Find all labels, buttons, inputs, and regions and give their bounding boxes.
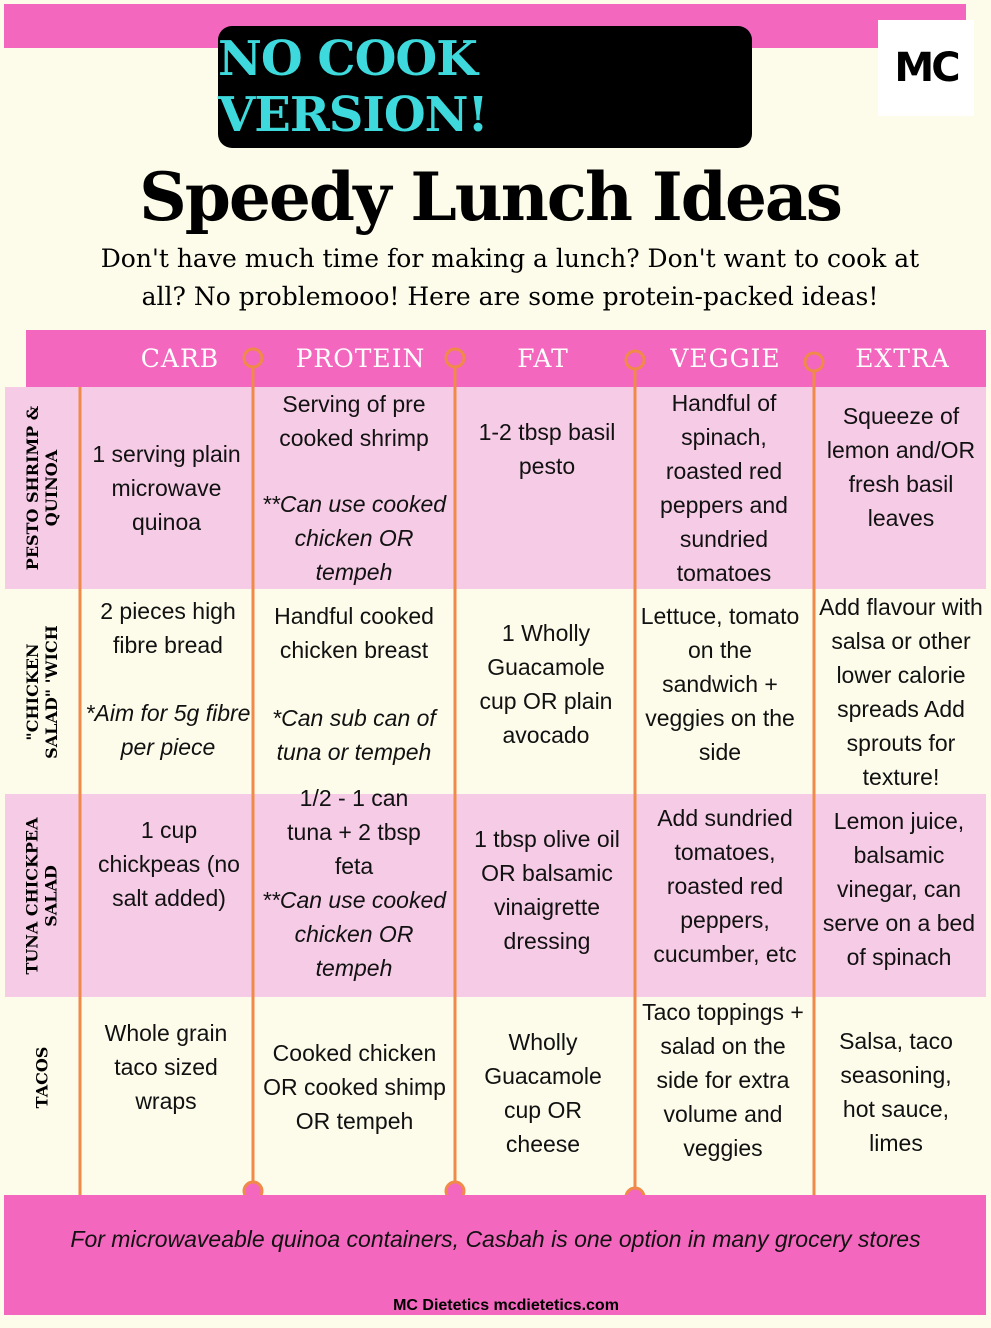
cell-fat: Wholly Guacamole cup OR cheese (484, 1029, 602, 1157)
row-label-text: PESTO SHRIMP & QUINOA (23, 405, 61, 571)
cell-carb-text: 2 pieces high fibre bread (100, 598, 236, 658)
header-carb: CARB (140, 344, 220, 373)
cell-protein (258, 387, 450, 589)
page-subtitle: Don't have much time for making a lunch? Don't want to cook at all? No problemooo! Here are some protein-packed ideas! (100, 244, 920, 311)
footer-note: For microwaveable quinoa containers, Casbah is one option in many grocery stores (70, 1226, 921, 1252)
cell-fat: 1 tbsp olive oil OR balsamic vinaigrette dressing (474, 826, 620, 954)
cell-veggie: Lettuce, tomato on the sandwich + veggies on the side (640, 603, 800, 765)
cell-veggie: Handful of spinach, roasted red peppers and sundried tomatoes (660, 390, 788, 586)
cell-fat: 1 Wholly Guacamole cup OR plain avocado (479, 620, 613, 748)
cell-carb: 1 serving plain microwave quinoa (92, 441, 241, 535)
cell-veggie: Add sundried tomatoes, roasted red peppers, cucumber, etc (653, 805, 797, 967)
cell-extra: Salsa, taco seasoning, hot sauce, limes (839, 1028, 953, 1156)
cell-protein-note: **Can use cooked chicken OR tempeh (261, 491, 447, 585)
cell-fat: 1-2 tbsp basil pesto (478, 419, 616, 479)
cell-protein (258, 589, 450, 779)
cell-extra: Add flavour with salsa or other lower calorie spreads Add sprouts for texture! (819, 593, 983, 790)
cell-carb-note: *Aim for 5g fibre per piece (85, 700, 251, 760)
cell-veggie: Taco toppings + salad on the side for extra volume and veggies (642, 999, 804, 1161)
cell-carb: 1 cup chickpeas (no salt added) (98, 817, 240, 911)
cell-protein-text: Serving of pre cooked shrimp (279, 391, 429, 451)
row-label-text: "CHICKEN SALAD" 'WICH (23, 624, 61, 759)
header-extra: EXTRA (855, 344, 950, 373)
cell-carb (84, 589, 252, 769)
header-fat: FAT (517, 344, 569, 373)
row-label-tacos (5, 997, 79, 1157)
row-label-text: TACOS (32, 1046, 52, 1108)
row-label-pesto-shrimp (5, 387, 79, 589)
row-label-tuna-chickpea (5, 794, 79, 997)
header-veggie: VEGGIE (670, 344, 781, 373)
divider-circle (626, 351, 644, 369)
cell-protein-text: Handful cooked chicken breast (274, 603, 434, 663)
cell-protein-note: **Can use cooked chicken OR tempeh (261, 887, 447, 981)
footer-credit: MC Dietetics mcdietetics.com (393, 1297, 619, 1314)
page-title: Speedy Lunch Ideas (139, 158, 841, 236)
cell-protein: Cooked chicken OR cooked shimp OR tempeh (263, 1040, 446, 1134)
banner-text: NO COOK VERSION! (218, 31, 488, 143)
cell-protein-note: *Can sub can of tuna or tempeh (272, 705, 436, 765)
cell-protein (258, 785, 450, 981)
divider-circle (446, 349, 464, 367)
header-protein: PROTEIN (295, 344, 426, 373)
logo-text: MC (894, 45, 958, 91)
cell-extra: Squeeze of lemon and/OR fresh basil leaves (826, 403, 976, 531)
row-label-text: TUNA CHICKPEA SALAD (23, 816, 61, 975)
cell-carb: Whole grain taco sized wraps (104, 1020, 228, 1114)
cell-protein-text: 1/2 - 1 can tuna + 2 tbsp feta (287, 785, 421, 879)
row-label-chicken-salad (5, 589, 79, 794)
divider-circle (244, 349, 262, 367)
cell-extra: Lemon juice, balsamic vinegar, can serve on a bed of spinach (822, 808, 976, 970)
divider-circle (805, 353, 823, 371)
